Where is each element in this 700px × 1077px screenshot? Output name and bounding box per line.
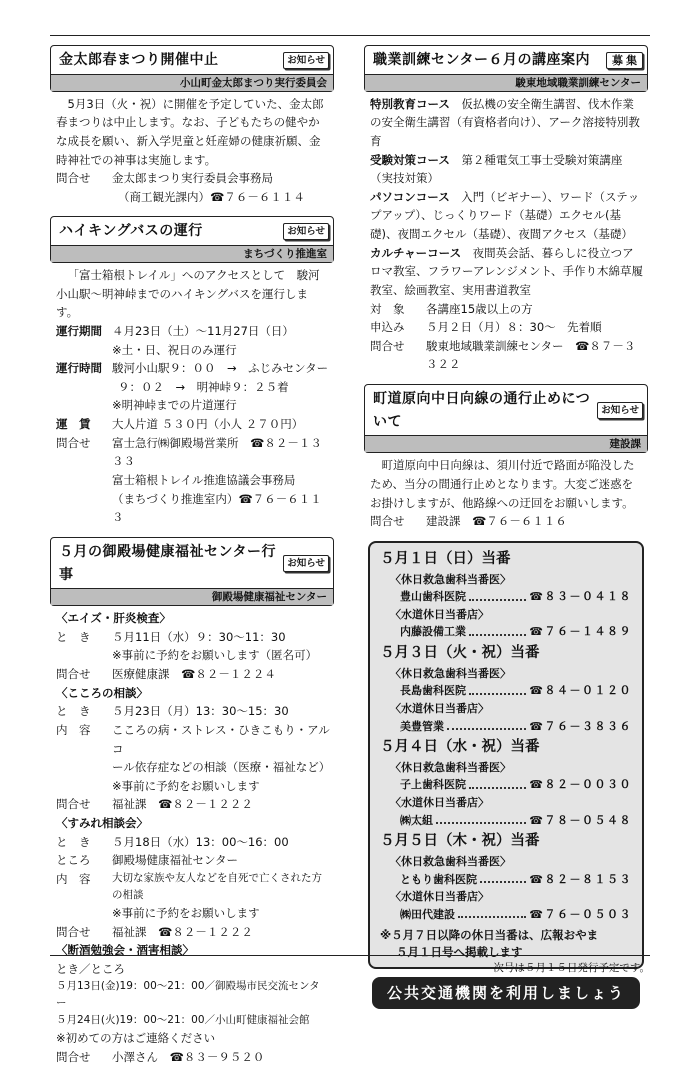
- duty-entry: [380, 776, 632, 794]
- duty-tel: ☎７６－１４８９: [529, 625, 632, 639]
- paragraph: 町道原向中日向線は、須川付近で路面が陥没したため、当分の間通行止めとなります。大変ご迷惑をお掛けしますが、他路線への迂回をお願いします。: [370, 458, 635, 510]
- article-hiking-bus: [50, 216, 334, 526]
- duty-name: 豊山歯科医院: [400, 590, 466, 604]
- contact-label: 問合せ: [56, 924, 91, 939]
- contact-text: 金太郎まつり実行委員会事務局: [112, 171, 273, 186]
- duty-date: ５月４日（水・祝）当番: [380, 739, 540, 756]
- article-header: [50, 216, 334, 263]
- duty-tel: ☎７６－３８３６: [529, 719, 632, 733]
- article-road-closure: [364, 384, 648, 531]
- holiday-duty-box: [368, 541, 644, 969]
- duty-day-0503: [380, 643, 632, 735]
- content-label: 内 容: [56, 722, 91, 737]
- notice-badge: お知らせ: [283, 555, 329, 572]
- duty-day-0501: [380, 549, 632, 641]
- duty-note-line: ５月１日号へ掲載します: [396, 945, 523, 960]
- when-text: ５月23日（月）13：30～15：30: [112, 704, 289, 719]
- schedule-line: ５月24日(火)19：00～21：00／小山町健康福祉会館: [56, 1014, 310, 1027]
- top-rule: [50, 35, 650, 36]
- bottom-rule: [50, 955, 650, 956]
- duty-category: 〈休日救急歯科当番医〉: [390, 572, 511, 586]
- time-text: 駿河小山駅９：００ → ふじみセンター: [112, 361, 329, 376]
- leader-dots: [447, 718, 526, 731]
- when-where-label: とき／ところ: [56, 961, 125, 976]
- article-title: ハイキングバスの運行: [59, 223, 203, 240]
- duty-category: 〈水道休日当番店〉: [390, 796, 489, 810]
- leader-dots: [469, 776, 526, 789]
- article-festival-cancel: [50, 45, 334, 206]
- public-transport-slogan: 公共交通機関を利用しましょう: [372, 977, 640, 1009]
- course-label: 受験対策コース: [370, 152, 450, 167]
- duty-tel: ☎７６－０５０３: [529, 907, 632, 921]
- duty-entry: [380, 623, 632, 641]
- fare-label: 運 賃: [56, 417, 91, 432]
- duty-category: 〈休日救急歯科当番医〉: [390, 666, 511, 680]
- article-header: [364, 384, 648, 453]
- when-label: と き: [56, 704, 91, 719]
- apply-label: 申込み: [370, 320, 405, 335]
- contact-label: 問合せ: [56, 1050, 91, 1065]
- apply-text: ５月２日（月）８：30～ 先着順: [426, 320, 602, 335]
- contact-label: 問合せ: [370, 514, 405, 529]
- article-org: 建設課: [365, 435, 647, 452]
- duty-category: 〈水道休日当番店〉: [390, 701, 489, 715]
- course-exam: [370, 151, 644, 188]
- duty-category: 〈水道休日当番店〉: [390, 607, 489, 621]
- contact-text: 小澤さん ☎８３－９５２０: [112, 1050, 265, 1065]
- duty-day-0505: [380, 831, 632, 923]
- time-label: 運行時間: [56, 361, 102, 376]
- period-note: ※土・日、祝日のみ運行: [112, 342, 237, 357]
- course-special: [370, 95, 644, 151]
- duty-name: ㈱太組: [400, 813, 433, 827]
- when-label: と き: [56, 834, 91, 849]
- leader-dots: [469, 623, 526, 636]
- where-text: 御殿場健康福祉センター: [112, 853, 239, 868]
- duty-tel: ☎８２－８１５３: [529, 872, 632, 886]
- article-org: 御殿場健康福祉センター: [51, 588, 333, 605]
- when-label: と き: [56, 629, 91, 644]
- duty-name: 長島歯科医院: [400, 684, 466, 698]
- duty-name: 美豊管業: [400, 719, 444, 733]
- period-text: ４月23日（土）～11月27日（日）: [112, 323, 294, 338]
- section-heading: 〈こころの相談〉: [56, 685, 148, 700]
- duty-entry: [380, 718, 632, 736]
- article-body: [364, 453, 648, 531]
- course-culture: [370, 244, 644, 300]
- article-body: [50, 263, 334, 527]
- contact-label: 問合せ: [56, 171, 91, 186]
- article-org: まちづくり推進室: [51, 245, 333, 262]
- right-column: [364, 45, 648, 1009]
- content-text: こころの病・ストレス・ひきこもり・アルコ: [112, 722, 330, 756]
- when-text: ５月18日（水）13：00～16：00: [112, 834, 289, 849]
- section-heading: 〈エイズ・肝炎検査〉: [56, 611, 171, 626]
- duty-category: 〈休日救急歯科当番医〉: [390, 760, 511, 774]
- contact-text: 駿東地域職業訓練センター ☎８７－３３２２: [426, 338, 636, 372]
- note: ※初めての方はご連絡ください: [56, 1031, 216, 1046]
- duty-name: 子上歯科医院: [400, 778, 466, 792]
- duty-entry: [380, 871, 632, 889]
- article-title: ５月の御殿場健康福祉センター行事: [59, 543, 276, 583]
- article-health-center: [50, 537, 334, 1067]
- article-title: 職業訓練センター６月の講座案内: [373, 52, 590, 68]
- article-org: 駿東地域職業訓練センター: [365, 74, 647, 91]
- leader-dots: [480, 871, 526, 884]
- duty-day-0504: [380, 737, 632, 829]
- fare-text: 大人片道 ５３０円（小人 ２７０円）: [112, 417, 304, 432]
- recruit-badge: 募集: [606, 52, 643, 69]
- schedule-line: ５月13日(金)19：00～21：00／御殿場市民交流センター: [56, 980, 320, 1010]
- content-text: 大切な家族や友人などを自死で亡くされた方の相談: [112, 871, 322, 901]
- duty-category: 〈水道休日当番店〉: [390, 890, 489, 904]
- contact-label: 問合せ: [56, 435, 91, 450]
- contact-label: 問合せ: [56, 797, 91, 812]
- duty-name: ともり歯科医院: [400, 872, 477, 886]
- duty-entry: [380, 906, 632, 924]
- contact-text: 福祉課 ☎８２－１２２２: [112, 797, 253, 812]
- contact-label: 問合せ: [370, 338, 405, 353]
- left-column: [50, 45, 334, 1077]
- duty-name: 内藤設備工業: [400, 625, 466, 639]
- where-label: ところ: [56, 853, 91, 868]
- duty-tel: ☎８２－００３０: [529, 778, 632, 792]
- course-text: 第２種電気工事士受験対策講座（実技対策）: [370, 152, 623, 186]
- target-label: 対 象: [370, 301, 405, 316]
- article-title: 町道原向中日向線の通行止めについて: [373, 391, 591, 430]
- paragraph: 「富士箱根トレイル」へのアクセスとして 駿河小山駅～明神峠までのハイキングバスを運行します。: [56, 268, 320, 320]
- duty-entry: [380, 682, 632, 700]
- target-text: 各講座15歳以上の方: [426, 301, 533, 316]
- duty-tel: ☎７８－０５４８: [529, 813, 632, 827]
- contact-text: 富士箱根トレイル推進協議会事務局: [112, 472, 296, 487]
- duty-entry: [380, 588, 632, 606]
- notice-badge: お知らせ: [283, 223, 329, 240]
- note: ※事前に予約をお願いします: [112, 778, 260, 793]
- contact-label: 問合せ: [56, 667, 91, 682]
- duty-tel: ☎８３－０４１８: [529, 590, 632, 604]
- article-body: [50, 606, 334, 1067]
- article-body: [50, 92, 334, 207]
- leader-dots: [469, 588, 526, 601]
- note: ※事前に予約をお願いします（匿名可）: [112, 648, 318, 663]
- leader-dots: [458, 906, 526, 919]
- course-pc: [370, 188, 644, 244]
- duty-date: ５月３日（火・祝）当番: [380, 645, 540, 662]
- article-org: 小山町金太郎まつり実行委員会: [51, 74, 333, 91]
- contact-text: 建設課 ☎７６－６１１６: [426, 514, 567, 529]
- duty-entry: [380, 812, 632, 830]
- section-heading: 〈すみれ相談会〉: [56, 816, 148, 831]
- contact-text: （商工観光課内）☎７６－６１１４: [118, 189, 305, 204]
- section-heading: 〈断酒勉強会・酒害相談〉: [56, 943, 194, 958]
- content-label: 内 容: [56, 871, 91, 886]
- leader-dots: [436, 812, 526, 825]
- contact-text: （まちづくり推進室内）☎７６－６１１３: [112, 491, 322, 525]
- course-text: 夜間英会話、暮らしに役立つアロマ教室、フラワーアレンジメント、手作り木綿草履教室、絵画教室、実用書道教室: [370, 245, 644, 297]
- course-label: パソコンコース: [370, 189, 450, 204]
- notice-badge: お知らせ: [283, 52, 329, 69]
- time-note: ※明神峠までの片道運行: [112, 398, 237, 413]
- contact-text: 福祉課 ☎８２－１２２２: [112, 924, 253, 939]
- article-header: [50, 537, 334, 606]
- note: ※事前に予約をお願いします: [112, 905, 260, 920]
- course-label: 特別教育コース: [370, 96, 450, 111]
- duty-tel: ☎８４－０１２０: [529, 684, 632, 698]
- when-text: ５月11日（水）９：30～11：30: [112, 629, 286, 644]
- article-header: [50, 45, 334, 92]
- course-label: カルチャーコース: [370, 245, 462, 260]
- duty-name: ㈱田代建設: [400, 907, 455, 921]
- contact-text: 富士急行㈱御殿場営業所 ☎８２－１３３３: [112, 435, 322, 469]
- article-title: 金太郎春まつり開催中止: [59, 52, 219, 68]
- time-text: ９：０２ → 明神峠９：２５着: [118, 379, 289, 394]
- period-label: 運行期間: [56, 323, 102, 338]
- duty-date: ５月１日（日）当番: [380, 550, 511, 567]
- duty-note-line: ※５月７日以降の休日当番は、広報おやま: [380, 928, 599, 943]
- contact-text: 医療健康課 ☎８２－１２２４: [112, 667, 276, 682]
- course-text: 仮払機の安全衛生講習、伐木作業の安全衛生講習（有資格者向け）、アーク溶接特別教育: [370, 96, 640, 148]
- duty-date: ５月５日（木・祝）当番: [380, 833, 540, 850]
- next-issue-note: 次号は５月１５日発行予定です。: [493, 962, 650, 974]
- course-text: 入門（ビギナー）、ワード（ステップアップ）、じっくりワード（基礎）エクセル(基礎)、夜間エクセル（基礎）、夜間アクセス（基礎）: [370, 189, 640, 242]
- duty-category: 〈休日救急歯科当番医〉: [390, 855, 511, 869]
- notice-badge: お知らせ: [597, 402, 643, 419]
- leader-dots: [469, 682, 526, 695]
- article-vocational-courses: [364, 45, 648, 374]
- content-text: ール依存症などの相談（医療・福祉など）: [112, 760, 331, 775]
- paragraph: 5月3日（火・祝）に開催を予定していた、金太郎春まつりは中止します。なお、子どもたちの健やかな成長を願い、新入学児童と妊産婦の健康祈願、金時神社での神事は実施します。: [56, 96, 324, 167]
- article-body: [364, 92, 648, 374]
- article-header: [364, 45, 648, 92]
